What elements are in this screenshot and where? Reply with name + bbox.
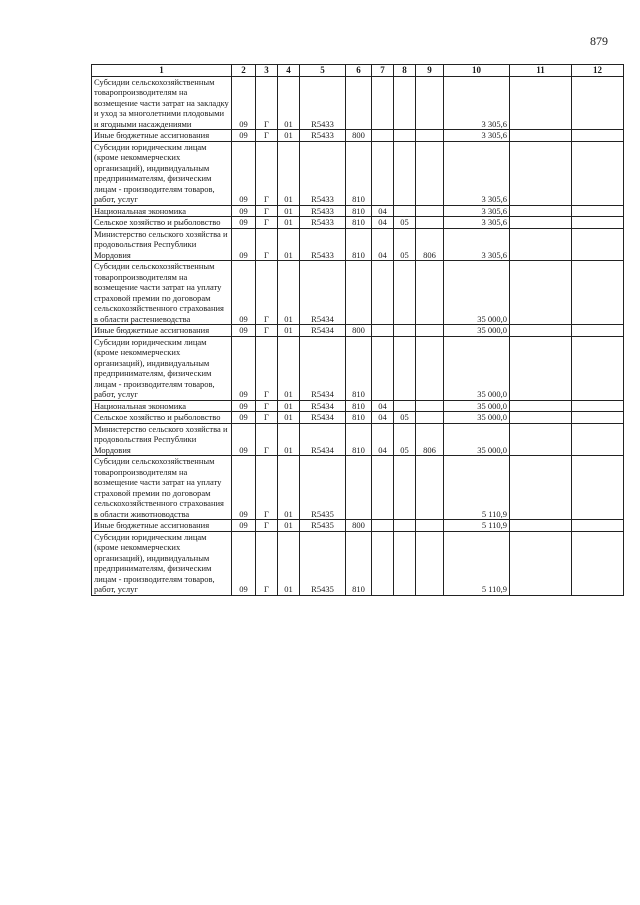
table-row — [92, 325, 624, 337]
cell-col-4: 01 — [278, 336, 300, 400]
column-header-3: 3 — [256, 65, 278, 77]
table-row — [92, 130, 624, 142]
cell-col-10: 5 110,9 — [444, 531, 510, 595]
cell-col-5: R5435 — [300, 456, 346, 520]
cell-col-6: 810 — [346, 228, 372, 261]
cell-col-6 — [346, 456, 372, 520]
cell-col-6: 810 — [346, 412, 372, 424]
cell-col-2: 09 — [232, 76, 256, 130]
column-header-8: 8 — [394, 65, 416, 77]
cell-col-10: 3 305,6 — [444, 141, 510, 205]
cell-col-8 — [394, 261, 416, 325]
table-row — [92, 456, 624, 520]
cell-col-8 — [394, 520, 416, 532]
cell-col-8: 05 — [394, 228, 416, 261]
cell-col-12 — [572, 76, 624, 130]
cell-col-5: R5433 — [300, 141, 346, 205]
column-header-12: 12 — [572, 65, 624, 77]
row-name-cell: Национальная экономика — [92, 400, 232, 412]
cell-col-11 — [510, 76, 572, 130]
cell-col-8 — [394, 76, 416, 130]
cell-col-7 — [372, 520, 394, 532]
cell-col-4: 01 — [278, 205, 300, 217]
cell-col-2: 09 — [232, 217, 256, 229]
table-body — [92, 76, 624, 595]
table-row — [92, 141, 624, 205]
cell-col-7 — [372, 76, 394, 130]
cell-col-12 — [572, 217, 624, 229]
cell-col-11 — [510, 141, 572, 205]
cell-col-10: 3 305,6 — [444, 205, 510, 217]
table-row — [92, 261, 624, 325]
column-header-7: 7 — [372, 65, 394, 77]
row-name-cell: Иные бюджетные ассигнования — [92, 520, 232, 532]
cell-col-3: Г — [256, 336, 278, 400]
cell-col-6: 800 — [346, 130, 372, 142]
cell-col-8 — [394, 531, 416, 595]
table-row — [92, 336, 624, 400]
cell-col-4: 01 — [278, 217, 300, 229]
cell-col-8: 05 — [394, 423, 416, 456]
row-name-cell: Иные бюджетные ассигнования — [92, 130, 232, 142]
cell-col-6: 810 — [346, 141, 372, 205]
cell-col-11 — [510, 217, 572, 229]
cell-col-5: R5434 — [300, 423, 346, 456]
row-name-cell: Сельское хозяйство и рыболовство — [92, 217, 232, 229]
cell-col-2: 09 — [232, 412, 256, 424]
cell-col-9 — [416, 336, 444, 400]
cell-col-5: R5434 — [300, 325, 346, 337]
table-row — [92, 412, 624, 424]
cell-col-2: 09 — [232, 400, 256, 412]
table-row — [92, 217, 624, 229]
cell-col-9 — [416, 325, 444, 337]
cell-col-12 — [572, 228, 624, 261]
cell-col-11 — [510, 325, 572, 337]
cell-col-11 — [510, 400, 572, 412]
cell-col-10: 35 000,0 — [444, 412, 510, 424]
cell-col-6 — [346, 261, 372, 325]
cell-col-8 — [394, 130, 416, 142]
cell-col-7 — [372, 261, 394, 325]
cell-col-3: Г — [256, 325, 278, 337]
cell-col-5: R5433 — [300, 130, 346, 142]
cell-col-6 — [346, 76, 372, 130]
column-header-2: 2 — [232, 65, 256, 77]
cell-col-8 — [394, 456, 416, 520]
page-number: 879 — [590, 34, 608, 48]
cell-col-5: R5434 — [300, 412, 346, 424]
cell-col-5: R5435 — [300, 531, 346, 595]
cell-col-9 — [416, 520, 444, 532]
cell-col-7 — [372, 130, 394, 142]
cell-col-8 — [394, 336, 416, 400]
cell-col-9 — [416, 456, 444, 520]
column-header-11: 11 — [510, 65, 572, 77]
cell-col-11 — [510, 423, 572, 456]
cell-col-4: 01 — [278, 531, 300, 595]
cell-col-3: Г — [256, 412, 278, 424]
cell-col-8 — [394, 325, 416, 337]
cell-col-10: 35 000,0 — [444, 325, 510, 337]
cell-col-8 — [394, 205, 416, 217]
row-name-cell: Субсидии юридическим лицам (кроме некоммерческих организаций), индивидуальным предпринимателям, физическим лицам - производителям товаров, работ, услуг — [92, 531, 232, 595]
cell-col-11 — [510, 412, 572, 424]
cell-col-12 — [572, 531, 624, 595]
cell-col-10: 5 110,9 — [444, 520, 510, 532]
cell-col-5: R5434 — [300, 336, 346, 400]
row-name-cell: Министерство сельского хозяйства и продовольствия Республики Мордовия — [92, 228, 232, 261]
cell-col-9 — [416, 141, 444, 205]
row-name-cell: Министерство сельского хозяйства и продовольствия Республики Мордовия — [92, 423, 232, 456]
cell-col-12 — [572, 520, 624, 532]
cell-col-7: 04 — [372, 217, 394, 229]
cell-col-10: 3 305,6 — [444, 217, 510, 229]
cell-col-10: 35 000,0 — [444, 336, 510, 400]
table-row — [92, 228, 624, 261]
cell-col-10: 3 305,6 — [444, 76, 510, 130]
row-name-cell: Субсидии юридическим лицам (кроме некоммерческих организаций), индивидуальным предпринимателям, физическим лицам - производителям товаров, работ, услуг — [92, 336, 232, 400]
cell-col-2: 09 — [232, 130, 256, 142]
cell-col-3: Г — [256, 520, 278, 532]
table-row — [92, 400, 624, 412]
cell-col-6: 810 — [346, 423, 372, 456]
cell-col-6: 810 — [346, 217, 372, 229]
cell-col-10: 3 305,6 — [444, 228, 510, 261]
cell-col-2: 09 — [232, 520, 256, 532]
cell-col-12 — [572, 141, 624, 205]
cell-col-3: Г — [256, 423, 278, 456]
cell-col-7 — [372, 336, 394, 400]
cell-col-12 — [572, 412, 624, 424]
row-name-cell: Национальная экономика — [92, 205, 232, 217]
cell-col-12 — [572, 261, 624, 325]
row-name-cell: Субсидии юридическим лицам (кроме некоммерческих организаций), индивидуальным предпринимателям, физическим лицам - производителям товаров, работ, услуг — [92, 141, 232, 205]
cell-col-4: 01 — [278, 325, 300, 337]
cell-col-7 — [372, 531, 394, 595]
cell-col-3: Г — [256, 141, 278, 205]
cell-col-11 — [510, 531, 572, 595]
cell-col-4: 01 — [278, 130, 300, 142]
cell-col-12 — [572, 336, 624, 400]
cell-col-4: 01 — [278, 400, 300, 412]
cell-col-3: Г — [256, 531, 278, 595]
table-row — [92, 76, 624, 130]
cell-col-8: 05 — [394, 412, 416, 424]
cell-col-6: 810 — [346, 336, 372, 400]
cell-col-12 — [572, 423, 624, 456]
cell-col-6: 800 — [346, 325, 372, 337]
cell-col-11 — [510, 520, 572, 532]
cell-col-8 — [394, 400, 416, 412]
cell-col-6: 810 — [346, 531, 372, 595]
cell-col-2: 09 — [232, 141, 256, 205]
cell-col-2: 09 — [232, 228, 256, 261]
cell-col-2: 09 — [232, 336, 256, 400]
cell-col-6: 810 — [346, 205, 372, 217]
cell-col-7: 04 — [372, 423, 394, 456]
cell-col-9 — [416, 261, 444, 325]
cell-col-4: 01 — [278, 76, 300, 130]
cell-col-10: 35 000,0 — [444, 261, 510, 325]
cell-col-3: Г — [256, 205, 278, 217]
cell-col-12 — [572, 205, 624, 217]
cell-col-8 — [394, 141, 416, 205]
row-name-cell: Сельское хозяйство и рыболовство — [92, 412, 232, 424]
cell-col-9 — [416, 217, 444, 229]
header-row — [92, 65, 624, 77]
cell-col-12 — [572, 400, 624, 412]
cell-col-9 — [416, 205, 444, 217]
cell-col-5: R5433 — [300, 205, 346, 217]
cell-col-3: Г — [256, 456, 278, 520]
cell-col-11 — [510, 205, 572, 217]
cell-col-9: 806 — [416, 423, 444, 456]
column-header-5: 5 — [300, 65, 346, 77]
cell-col-5: R5433 — [300, 228, 346, 261]
table-row — [92, 520, 624, 532]
table-row — [92, 423, 624, 456]
cell-col-9 — [416, 76, 444, 130]
row-name-cell: Субсидии сельскохозяйственным товаропроизводителям на возмещение части затрат на уплату страховой премии по договорам сельскохозяйственного страхования в области животноводства — [92, 456, 232, 520]
cell-col-7 — [372, 456, 394, 520]
row-name-cell: Иные бюджетные ассигнования — [92, 325, 232, 337]
cell-col-7 — [372, 141, 394, 205]
cell-col-4: 01 — [278, 261, 300, 325]
cell-col-5: R5433 — [300, 76, 346, 130]
cell-col-11 — [510, 261, 572, 325]
cell-col-11 — [510, 456, 572, 520]
table-row — [92, 531, 624, 595]
cell-col-3: Г — [256, 130, 278, 142]
cell-col-11 — [510, 228, 572, 261]
cell-col-4: 01 — [278, 228, 300, 261]
budget-table — [91, 64, 624, 596]
cell-col-10: 3 305,6 — [444, 130, 510, 142]
cell-col-2: 09 — [232, 205, 256, 217]
cell-col-6: 810 — [346, 400, 372, 412]
column-header-4: 4 — [278, 65, 300, 77]
cell-col-5: R5434 — [300, 261, 346, 325]
cell-col-9: 806 — [416, 228, 444, 261]
cell-col-10: 35 000,0 — [444, 423, 510, 456]
cell-col-5: R5434 — [300, 400, 346, 412]
cell-col-2: 09 — [232, 325, 256, 337]
cell-col-4: 01 — [278, 141, 300, 205]
cell-col-2: 09 — [232, 531, 256, 595]
cell-col-5: R5433 — [300, 217, 346, 229]
cell-col-9 — [416, 400, 444, 412]
table-row — [92, 205, 624, 217]
cell-col-10: 35 000,0 — [444, 400, 510, 412]
row-name-cell: Субсидии сельскохозяйственным товаропроизводителям на возмещение части затрат на уплату страховой премии по договорам сельскохозяйственного страхования в области растениеводства — [92, 261, 232, 325]
cell-col-2: 09 — [232, 456, 256, 520]
cell-col-2: 09 — [232, 261, 256, 325]
cell-col-12 — [572, 325, 624, 337]
cell-col-4: 01 — [278, 412, 300, 424]
cell-col-7 — [372, 325, 394, 337]
cell-col-7: 04 — [372, 228, 394, 261]
cell-col-8: 05 — [394, 217, 416, 229]
cell-col-11 — [510, 130, 572, 142]
cell-col-7: 04 — [372, 400, 394, 412]
cell-col-4: 01 — [278, 423, 300, 456]
cell-col-10: 5 110,9 — [444, 456, 510, 520]
cell-col-3: Г — [256, 228, 278, 261]
cell-col-5: R5435 — [300, 520, 346, 532]
row-name-cell: Субсидии сельскохозяйственным товаропроизводителям на возмещение части затрат на закладку и уход за многолетними плодовыми и ягодными насаждениями — [92, 76, 232, 130]
column-header-9: 9 — [416, 65, 444, 77]
cell-col-4: 01 — [278, 456, 300, 520]
cell-col-3: Г — [256, 217, 278, 229]
cell-col-4: 01 — [278, 520, 300, 532]
cell-col-2: 09 — [232, 423, 256, 456]
column-header-10: 10 — [444, 65, 510, 77]
cell-col-12 — [572, 456, 624, 520]
column-header-6: 6 — [346, 65, 372, 77]
cell-col-9 — [416, 531, 444, 595]
cell-col-6: 800 — [346, 520, 372, 532]
cell-col-11 — [510, 336, 572, 400]
cell-col-3: Г — [256, 261, 278, 325]
cell-col-7: 04 — [372, 412, 394, 424]
cell-col-12 — [572, 130, 624, 142]
cell-col-7: 04 — [372, 205, 394, 217]
cell-col-3: Г — [256, 400, 278, 412]
column-header-1: 1 — [92, 65, 232, 77]
cell-col-9 — [416, 412, 444, 424]
cell-col-9 — [416, 130, 444, 142]
cell-col-3: Г — [256, 76, 278, 130]
table-header — [92, 65, 624, 77]
